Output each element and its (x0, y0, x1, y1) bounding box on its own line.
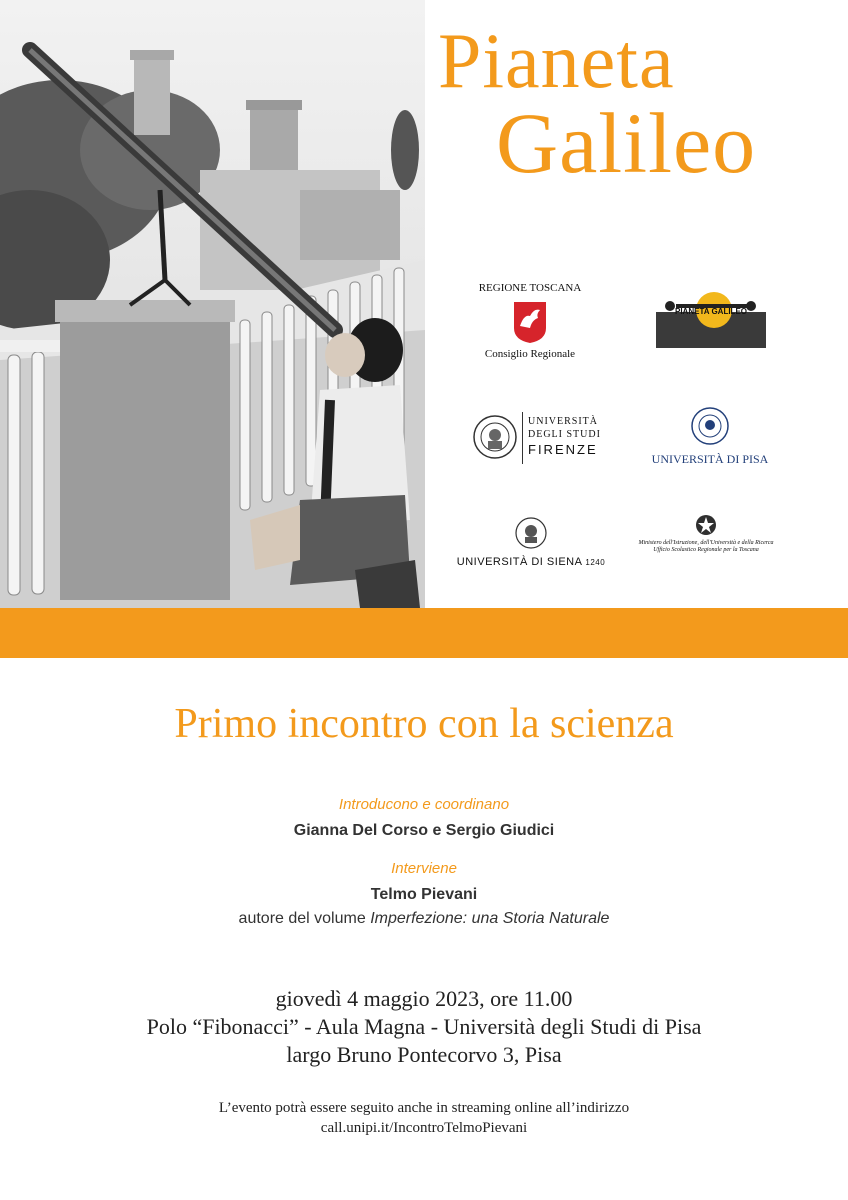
unisi-year: 1240 (585, 558, 606, 567)
ministero-line1: Ministero dell'Istruzione, dell'Università e della Ricerca (638, 540, 774, 546)
hero-photo (0, 0, 425, 608)
unisi-name-text: UNIVERSITÀ DI SIENA (456, 556, 582, 568)
event-address: largo Bruno Pontecorvo 3, Pisa (286, 1042, 562, 1067)
regione-top-text: REGIONE TOSCANA (478, 282, 582, 294)
streaming-note: L’evento potrà essere seguito anche in streaming online all’indirizzo (218, 1100, 630, 1116)
title-line-1: Pianeta (438, 17, 675, 104)
unifi-divider (522, 412, 523, 464)
speaker-label: Interviene (391, 860, 457, 877)
ministero-line2: Ufficio Scolastico Regionale per la Toscana (653, 547, 759, 553)
event-date-time: giovedì 4 maggio 2023, ore 11.00 (275, 986, 573, 1011)
regione-bottom-text: Consiglio Regionale (484, 348, 576, 360)
logo-ministero (626, 514, 786, 570)
event-venue: Polo “Fibonacci” - Aula Magna - Università degli Studi di Pisa (146, 1014, 702, 1039)
pegasus-shield-icon (512, 300, 548, 344)
boy-with-telescope-icon (0, 0, 425, 608)
pianeta-badge-text: PIANETA GALILEO (675, 307, 747, 316)
speaker-name: Telmo Pievani (370, 886, 478, 903)
unipi-seal-icon (690, 406, 730, 446)
logo-unipi (648, 406, 772, 472)
unipi-name: UNIVERSITÀ DI PISA (651, 452, 769, 466)
speaker-role-prefix: autore del volume (238, 910, 371, 927)
pianeta-galileo-badge-icon (656, 290, 766, 348)
unifi-line3: FIRENZE (528, 442, 598, 457)
unisi-name (456, 556, 606, 568)
logo-regione-toscana (470, 282, 590, 360)
speaker-role (0, 910, 848, 928)
speaker-book-title: Imperfezione: una Storia Naturale (370, 910, 610, 927)
unifi-line1: UNIVERSITÀ (528, 416, 598, 427)
orange-band (0, 608, 848, 658)
event-subtitle: Primo incontro con la scienza (174, 701, 674, 747)
italian-emblem-icon (695, 514, 717, 536)
title-line-2: Galileo (496, 95, 757, 191)
intro-label: Introducono e coordinano (338, 796, 510, 813)
unifi-line2: DEGLI STUDI (528, 429, 601, 440)
logo-pianeta-galileo (656, 290, 766, 348)
logo-unisi (456, 516, 606, 572)
logo-unifi (472, 408, 602, 468)
coordinators: Gianna Del Corso e Sergio Giudici (293, 822, 555, 839)
unisi-seal-icon (514, 516, 548, 550)
streaming-url[interactable]: call.unipi.it/IncontroTelmoPievani (320, 1120, 528, 1136)
unifi-seal-icon (472, 414, 518, 460)
